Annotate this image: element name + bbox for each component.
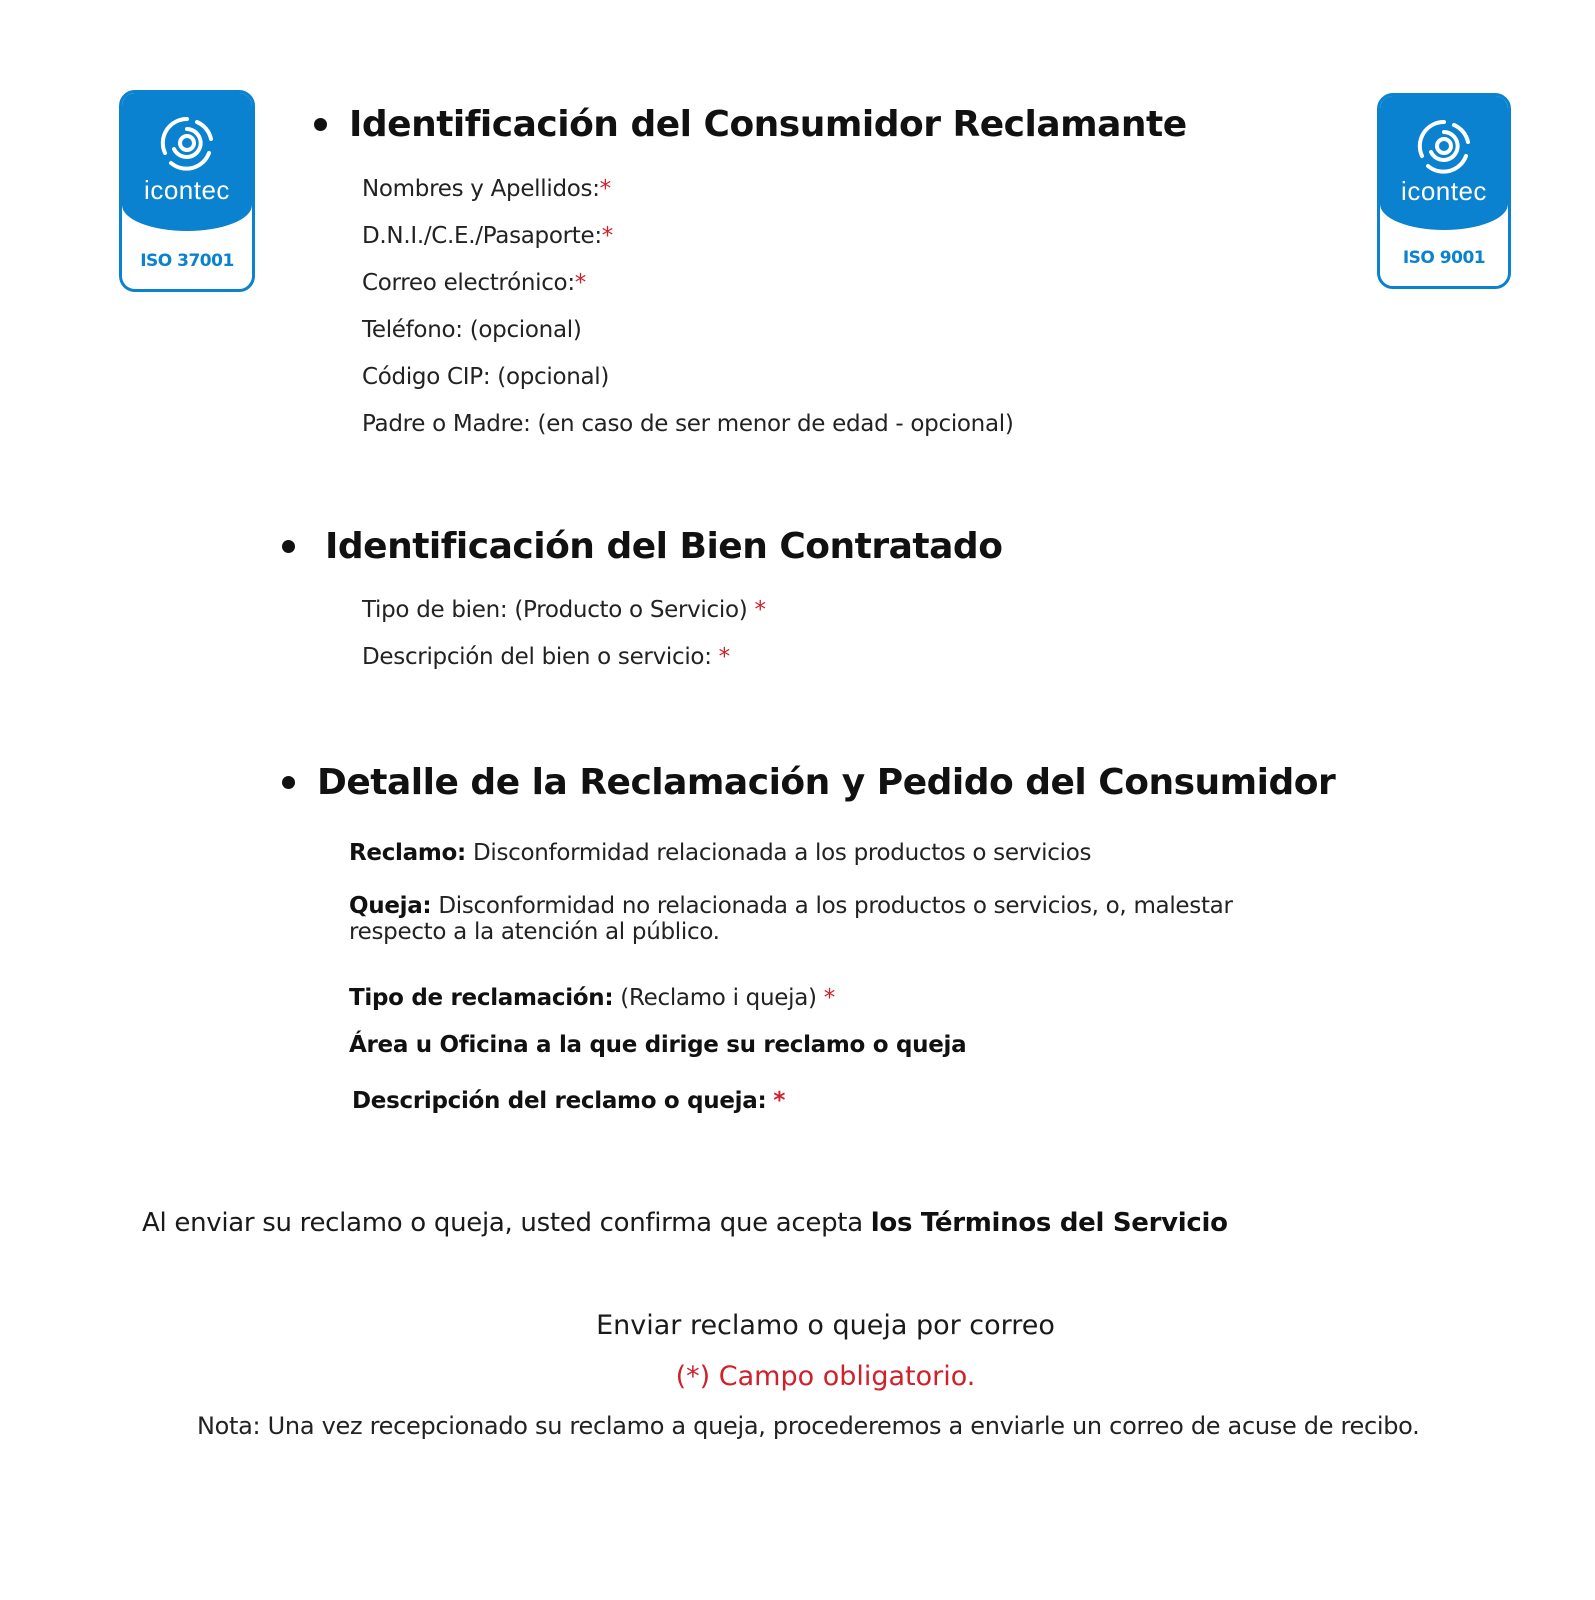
bullet-icon xyxy=(282,776,295,789)
field-label: Descripción del reclamo o queja: xyxy=(352,1088,767,1114)
terms-link[interactable]: los Términos del Servicio xyxy=(870,1208,1228,1238)
field-label: Teléfono: (opcional) xyxy=(362,317,582,343)
definition-reclamo xyxy=(349,840,1329,866)
field-cip-code xyxy=(362,364,609,390)
bullet-icon xyxy=(314,118,327,131)
section-title: Detalle de la Reclamación y Pedido del Consumidor xyxy=(317,762,1336,803)
field-label: Correo electrónico: xyxy=(362,270,575,296)
definition-term: Queja: xyxy=(349,893,432,919)
icontec-emblem-icon xyxy=(1414,116,1474,176)
field-document-id xyxy=(362,223,613,249)
logo-brand: icontec xyxy=(144,175,230,205)
required-marker: * xyxy=(718,644,730,670)
field-goods-type xyxy=(362,597,766,623)
logo-standard: ISO 37001 xyxy=(140,251,234,271)
required-marker: * xyxy=(823,985,835,1011)
logo-brand: icontec xyxy=(1401,176,1487,206)
field-full-name xyxy=(362,176,611,202)
section-title: Identificación del Bien Contratado xyxy=(325,526,1003,567)
field-claim-type xyxy=(349,985,835,1011)
field-label: Tipo de reclamación: xyxy=(349,985,614,1011)
required-marker: * xyxy=(754,597,766,623)
terms-text: Al enviar su reclamo o queja, usted confirma que acepta xyxy=(142,1208,871,1238)
required-marker: * xyxy=(773,1088,786,1114)
field-label: Código CIP: (opcional) xyxy=(362,364,610,390)
field-label: Padre o Madre: (en caso de ser menor de edad - opcional) xyxy=(362,411,1014,437)
field-goods-description xyxy=(362,644,730,670)
icontec-iso-9001-logo xyxy=(1377,93,1511,289)
field-label: Tipo de bien: (Producto o Servicio) xyxy=(362,597,748,623)
icontec-emblem-icon xyxy=(157,113,217,173)
required-marker: * xyxy=(601,223,613,249)
field-email xyxy=(362,270,586,296)
icontec-iso-37001-logo xyxy=(119,90,255,292)
definition-text: Disconformidad relacionada a los productos o servicios xyxy=(472,840,1092,866)
section-title: Identificación del Consumidor Reclamante xyxy=(349,104,1187,145)
required-marker: * xyxy=(599,176,611,202)
field-label: Área u Oficina a la que dirige su reclamo o queja xyxy=(349,1032,967,1058)
receipt-note: Nota: Una vez recepcionado su reclamo a queja, procederemos a enviarle un correo de acuse de recibo. xyxy=(197,1412,1420,1440)
field-label: Nombres y Apellidos: xyxy=(362,176,600,202)
definition-term: Reclamo: xyxy=(349,840,466,866)
field-phone xyxy=(362,317,582,343)
field-claim-description xyxy=(352,1088,785,1114)
terms-statement xyxy=(142,1208,1228,1238)
field-hint: (Reclamo i queja) xyxy=(620,985,817,1011)
field-parent xyxy=(362,411,1014,437)
logo-standard: ISO 9001 xyxy=(1402,248,1486,268)
section-heading-goods xyxy=(282,526,1002,567)
section-heading-consumer xyxy=(314,104,1187,145)
definition-text: Disconformidad no relacionada a los productos o servicios, o, malestar respecto a la atención al público. xyxy=(349,893,1233,945)
field-label: Descripción del bien o servicio: xyxy=(362,644,712,670)
required-field-note: (*) Campo obligatorio. xyxy=(675,1361,976,1392)
section-heading-claim-detail xyxy=(282,762,1335,803)
definition-queja xyxy=(349,893,1309,945)
submit-row xyxy=(28,1310,1595,1341)
field-label: D.N.I./C.E./Pasaporte: xyxy=(362,223,602,249)
field-office xyxy=(349,1032,966,1058)
required-marker: * xyxy=(574,270,586,296)
submit-by-email-button[interactable]: Enviar reclamo o queja por correo xyxy=(596,1310,1055,1341)
bullet-icon xyxy=(282,540,295,553)
